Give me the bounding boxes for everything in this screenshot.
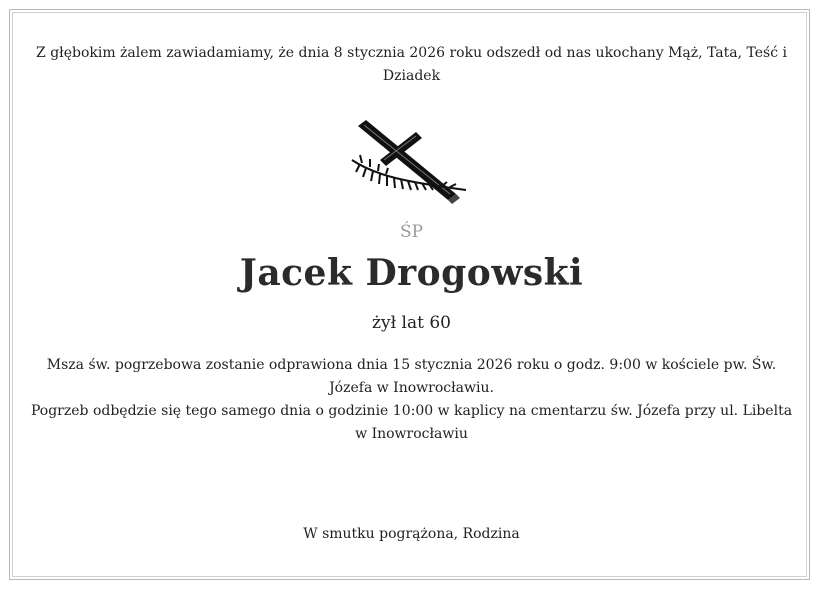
intro-line: Dziadek xyxy=(382,68,441,84)
sp-prefix: ŚP xyxy=(399,222,424,242)
details-line: Msza św. pogrzebowa zostanie odprawiona dnia 15 stycznia 2026 roku o godz. 9:00 w kościele pw. Św. xyxy=(46,357,777,373)
details-line: Józefa w Inowrocławiu. xyxy=(329,380,494,396)
age-text: żył lat 60 xyxy=(372,313,451,333)
details-line: Pogrzeb odbędzie się tego samego dnia o godzinie 10:00 w kaplicy na cmentarzu św. Józefa przy ul. Libelta xyxy=(30,403,793,419)
signature-text: W smutku pogrążona, Rodzina xyxy=(303,526,520,542)
obituary-inner-border xyxy=(12,12,807,577)
cross-with-palm-branch-icon xyxy=(346,116,476,216)
funeral-details xyxy=(28,354,795,446)
deceased-name: Jacek Drogowski xyxy=(239,252,584,294)
intro-text xyxy=(28,42,795,88)
obituary-frame xyxy=(9,9,810,580)
intro-line: Z głębokim żalem zawiadamiamy, że dnia 8 stycznia 2026 roku odszedł od nas ukochany Mąż, Tata, Teść i xyxy=(36,45,787,61)
details-line: w Inowrocławiu xyxy=(355,426,468,442)
